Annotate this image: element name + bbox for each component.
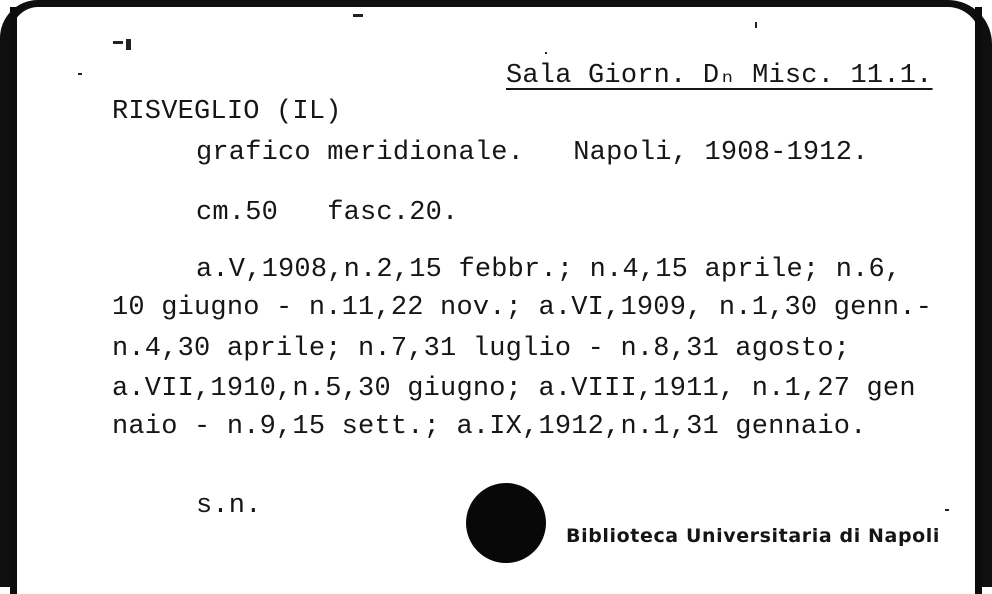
library-stamp-dot xyxy=(466,483,546,563)
ink-speck xyxy=(755,22,757,28)
ink-speck xyxy=(113,41,123,44)
holdings-line: 10 giugno - n.11,22 nov.; a.VI,1909, n.1,30 genn.- xyxy=(112,293,933,323)
library-stamp-text: Biblioteca Universitaria di Napoli xyxy=(566,525,941,547)
publisher-note: s.n. xyxy=(196,491,262,521)
holdings-line: n.4,30 aprile; n.7,31 luglio - n.8,31 agosto; xyxy=(112,334,851,364)
physical-extent: cm.50 fasc.20. xyxy=(196,198,459,228)
record-title: RISVEGLIO (IL) xyxy=(112,97,342,127)
ink-speck xyxy=(945,509,949,511)
holdings-line: a.V,1908,n.2,15 febbr.; n.4,15 aprile; n.6, xyxy=(196,255,902,285)
shelfmark: Sala Giorn. Dₙ Misc. 11.1. xyxy=(506,61,933,91)
card-right-edge xyxy=(975,7,982,594)
ink-speck xyxy=(545,52,547,54)
holdings-line: a.VII,1910,n.5,30 giugno; a.VIII,1911, n.1,27 gen xyxy=(112,374,916,404)
ink-speck xyxy=(126,39,131,50)
record-subtitle: grafico meridionale. Napoli, 1908-1912. xyxy=(196,138,869,168)
ink-speck xyxy=(78,73,82,75)
card-left-edge xyxy=(10,7,17,594)
holdings-line: naio - n.9,15 sett.; a.IX,1912,n.1,31 gennaio. xyxy=(112,412,867,442)
ink-speck xyxy=(353,14,363,17)
